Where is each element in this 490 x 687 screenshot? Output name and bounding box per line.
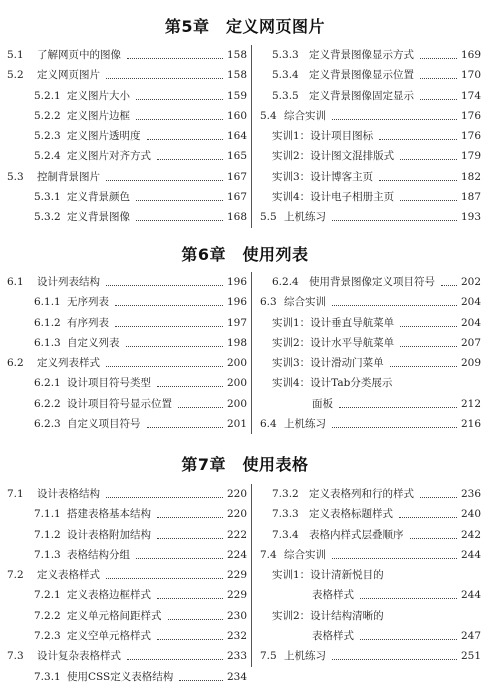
toc-entry-title: 设计项目符号类型 — [67, 377, 151, 390]
toc-entry[interactable] — [252, 313, 484, 333]
dot-leader — [126, 345, 223, 347]
toc-entry-number: 5.3.2 — [34, 211, 61, 224]
chapter-title: 第6章 使用列表 — [181, 245, 309, 264]
toc-entry-page: 193 — [460, 211, 481, 224]
toc-entry-title: 表格样式 — [312, 630, 354, 643]
toc-entry[interactable] — [252, 272, 484, 292]
toc-entry-title: 定义背景颜色 — [67, 191, 130, 204]
toc-column-right — [251, 45, 484, 228]
toc-entry-number: 6.2.1 — [34, 377, 61, 390]
toc-entry-title: 定义图片对齐方式 — [67, 150, 151, 163]
toc-entry[interactable] — [7, 292, 250, 312]
toc-entry-title: 定义空单元格样式 — [67, 630, 151, 643]
toc-entry-title: 自定义列表 — [67, 336, 120, 349]
toc-entry-number: 5.5 — [260, 211, 277, 224]
toc-entry-page: 179 — [460, 150, 481, 163]
toc-entry-page: 164 — [226, 130, 247, 143]
toc-entry-title: 实训2：设计结构清晰的 — [272, 609, 384, 622]
toc-entry[interactable] — [7, 394, 250, 414]
toc-entry[interactable] — [252, 333, 484, 353]
toc-entry[interactable] — [252, 606, 484, 626]
dot-leader — [360, 597, 457, 599]
dot-leader — [106, 77, 223, 79]
toc-entry[interactable] — [7, 585, 250, 605]
toc-entry-number: 5.3.4 — [272, 69, 299, 82]
toc-entry-page: 200 — [226, 357, 247, 370]
toc-entry-title: 定义列表样式 — [37, 357, 100, 370]
toc-entry-number: 5.2.3 — [34, 130, 61, 143]
dot-leader — [168, 618, 223, 620]
toc-entry[interactable] — [7, 313, 250, 333]
toc-entry-page: 220 — [226, 488, 247, 500]
toc-entry-title: 实训4：设计Tab分类展示 — [272, 377, 393, 390]
toc-entry-title: 定义背景图像显示位置 — [309, 69, 414, 82]
toc-entry-page: 220 — [226, 508, 247, 521]
dot-leader — [332, 219, 457, 221]
toc-entry-page: 200 — [226, 377, 247, 390]
toc-entry-title: 定义图片边框 — [67, 109, 130, 122]
toc-entry[interactable] — [7, 126, 250, 146]
dot-leader — [410, 537, 457, 539]
toc-entry-number: 5.3.3 — [272, 49, 299, 61]
toc-entry-page: 244 — [460, 548, 481, 561]
toc-entry-page: 244 — [460, 589, 481, 602]
toc-entry-page: 169 — [460, 49, 481, 61]
dot-leader — [332, 118, 457, 120]
toc-entry-page: 158 — [226, 49, 247, 61]
dot-leader — [147, 138, 223, 140]
toc-entry-number: 6.3 — [260, 296, 277, 309]
toc-entry-title: 表格样式 — [312, 589, 354, 602]
toc-entry-title: 定义表格样式 — [37, 569, 100, 582]
toc-entry-page: 198 — [226, 336, 247, 349]
toc-entry-page: 207 — [460, 336, 481, 349]
toc-entry-number: 5.3 — [7, 170, 24, 183]
toc-entry[interactable] — [252, 292, 484, 312]
toc-entry-number: 6.1 — [7, 276, 24, 288]
toc-entry[interactable] — [7, 333, 250, 353]
dot-leader — [400, 325, 457, 327]
dot-leader — [106, 577, 223, 579]
dot-leader — [157, 385, 223, 387]
toc-entry-page: 230 — [226, 609, 247, 622]
toc-entry[interactable] — [252, 146, 484, 166]
toc-entry-page: 233 — [226, 650, 247, 663]
toc-entry[interactable] — [252, 167, 484, 187]
toc-entry-number: 6.2 — [7, 357, 24, 370]
toc-entry-number: 7.2 — [7, 569, 24, 582]
toc-entry-page: 170 — [460, 69, 481, 82]
toc-entry-page: 204 — [460, 296, 481, 309]
toc-entry-page: 167 — [226, 191, 247, 204]
dot-leader — [339, 406, 457, 408]
toc-entry-number: 6.2.2 — [34, 397, 61, 410]
toc-entry-page: 234 — [226, 670, 247, 683]
toc-entry-page: 232 — [226, 630, 247, 643]
toc-entry[interactable] — [7, 565, 250, 585]
toc-entry-page: 251 — [460, 650, 481, 663]
toc-entry-page: 202 — [460, 276, 481, 288]
toc-entry-page: 165 — [226, 150, 247, 163]
toc-entry-page: 229 — [226, 589, 247, 602]
toc-entry-title: 定义图片透明度 — [67, 130, 141, 143]
toc-entry-title: 定义单元格间距样式 — [67, 609, 162, 622]
toc-entry[interactable] — [252, 394, 484, 414]
dot-leader — [106, 365, 223, 367]
toc-entry-title: 控制背景图片 — [37, 170, 100, 183]
toc-entry-title: 上机练习 — [284, 418, 326, 431]
toc-entry-title: 综合实训 — [284, 296, 326, 309]
toc-entry-title: 实训1：设计垂直导航菜单 — [272, 316, 395, 329]
chapter-title: 第5章 定义网页图片 — [164, 17, 326, 36]
toc-entry-title: 自定义项目符号 — [67, 418, 141, 431]
toc-entry[interactable] — [7, 167, 250, 187]
dot-leader — [360, 638, 457, 640]
toc-entry-number: 7.1.1 — [34, 508, 61, 521]
toc-entry-title: 定义表格列和行的样式 — [309, 488, 414, 500]
dot-leader — [379, 179, 457, 181]
toc-entry-number: 7.3 — [7, 650, 24, 663]
toc-entry-number: 6.4 — [260, 418, 277, 431]
toc-entry-title: 定义网页图片 — [37, 69, 100, 82]
toc-entry-title: 无序列表 — [67, 296, 109, 309]
toc-entry-title: 实训2：设计水平导航菜单 — [272, 336, 395, 349]
toc-entry[interactable] — [7, 667, 250, 687]
toc-entry-title: 设计项目符号显示位置 — [67, 397, 172, 410]
toc-entry[interactable] — [7, 626, 250, 646]
toc-entry[interactable] — [7, 545, 250, 565]
toc-entry-title: 定义背景图像固定显示 — [309, 89, 414, 102]
toc-entry-title: 实训3：设计滑动门菜单 — [272, 357, 384, 370]
toc-entry-page: 240 — [460, 508, 481, 521]
toc-entry-title: 设计表格结构 — [37, 488, 100, 500]
toc-entry[interactable] — [252, 45, 484, 65]
dot-leader — [136, 219, 223, 221]
toc-entry-page: 247 — [460, 630, 481, 643]
toc-entry[interactable] — [7, 606, 250, 626]
toc-column-left — [7, 484, 250, 687]
toc-entry-page: 212 — [460, 397, 481, 410]
toc-entry[interactable] — [7, 65, 250, 85]
toc-entry[interactable] — [7, 353, 250, 373]
toc-entry-title: 了解网页中的图像 — [37, 49, 121, 61]
toc-entry-number: 7.5 — [260, 650, 277, 663]
toc-entry-number: 7.3.2 — [272, 488, 299, 500]
toc-entry-page: 236 — [460, 488, 481, 500]
dot-leader — [106, 179, 223, 181]
dot-leader — [400, 345, 457, 347]
toc-entry[interactable] — [7, 272, 250, 292]
dot-leader — [157, 537, 223, 539]
toc-entry-number: 5.2.4 — [34, 150, 61, 163]
toc-entry-title: 定义图片大小 — [67, 89, 130, 102]
toc-entry-number: 7.1.2 — [34, 528, 61, 541]
toc-entry-page: 159 — [226, 89, 247, 102]
dot-leader — [157, 597, 223, 599]
toc-entry[interactable] — [252, 585, 484, 605]
dot-leader — [420, 77, 457, 79]
toc-entry-title: 面板 — [312, 397, 333, 410]
dot-leader — [179, 679, 223, 681]
toc-entry-page: 196 — [226, 276, 247, 288]
toc-entry-title: 表格内样式层叠顺序 — [309, 528, 404, 541]
toc-entry-title: 使用CSS定义表格结构 — [67, 670, 174, 683]
toc-entry-page: 176 — [460, 109, 481, 122]
toc-entry-number: 6.1.3 — [34, 336, 61, 349]
dot-leader — [136, 557, 223, 559]
dot-leader — [420, 496, 457, 498]
toc-entry-page: 224 — [226, 548, 247, 561]
dot-leader — [115, 325, 223, 327]
toc-entry[interactable] — [7, 373, 250, 393]
toc-entry-number: 5.4 — [260, 109, 277, 122]
toc-entry-page: 158 — [226, 69, 247, 82]
dot-leader — [157, 516, 223, 518]
toc-entry-title: 定义表格边框样式 — [67, 589, 151, 602]
dot-leader — [178, 406, 223, 408]
toc-entry[interactable] — [252, 207, 484, 227]
toc-entry[interactable] — [7, 146, 250, 166]
toc-entry-number: 6.1.2 — [34, 316, 61, 329]
toc-entry[interactable] — [252, 414, 484, 434]
toc-entry-page: 222 — [226, 528, 247, 541]
toc-entry-page: 176 — [460, 130, 481, 143]
toc-entry-title: 综合实训 — [284, 109, 326, 122]
toc-entry-number: 7.3.4 — [272, 528, 299, 541]
dot-leader — [136, 118, 223, 120]
toc-entry-page: 229 — [226, 569, 247, 582]
dot-leader — [379, 138, 457, 140]
toc-entry-page: 174 — [460, 89, 481, 102]
toc-entry-page: 168 — [226, 211, 247, 224]
toc-entry-number: 7.3.3 — [272, 508, 299, 521]
dot-leader — [157, 158, 223, 160]
toc-entry[interactable] — [252, 65, 484, 85]
toc-entry[interactable] — [7, 207, 250, 227]
toc-entry-number: 6.2.3 — [34, 418, 61, 431]
toc-entry-page: 201 — [226, 418, 247, 431]
dot-leader — [400, 158, 457, 160]
toc-column-left — [7, 272, 250, 434]
toc-entry-number: 5.3.5 — [272, 89, 299, 102]
toc-column-right — [251, 484, 484, 667]
dot-leader — [441, 284, 457, 286]
toc-entry-title: 综合实训 — [284, 548, 326, 561]
toc-entry-page: 182 — [460, 170, 481, 183]
toc-entry[interactable] — [7, 414, 250, 434]
toc-entry[interactable] — [252, 525, 484, 545]
toc-entry-page: 167 — [226, 170, 247, 183]
toc-entry-title: 实训4：设计电子相册主页 — [272, 191, 395, 204]
toc-entry[interactable] — [252, 106, 484, 126]
toc-entry[interactable] — [252, 126, 484, 146]
toc-entry-title: 表格结构分组 — [67, 548, 130, 561]
dot-leader — [332, 426, 457, 428]
toc-entry-title: 上机练习 — [284, 211, 326, 224]
toc-entry-number: 7.4 — [260, 548, 277, 561]
dot-leader — [136, 98, 223, 100]
toc-entry[interactable] — [7, 525, 250, 545]
dot-leader — [332, 304, 457, 306]
toc-entry-number: 5.1 — [7, 49, 24, 61]
toc-entry[interactable] — [252, 373, 484, 393]
toc-entry-page: 187 — [460, 191, 481, 204]
toc-entry[interactable] — [7, 86, 250, 106]
toc-entry-number: 7.2.3 — [34, 630, 61, 643]
toc-entry[interactable] — [252, 353, 484, 373]
toc-entry-page: 160 — [226, 109, 247, 122]
toc-entry-title: 实训1：设计清新悦目的 — [272, 569, 384, 582]
toc-entry[interactable] — [252, 504, 484, 524]
toc-entry[interactable] — [252, 626, 484, 646]
toc-entry-number: 6.1.1 — [34, 296, 61, 309]
dot-leader — [420, 57, 457, 59]
toc-entry-page: 204 — [460, 316, 481, 329]
dot-leader — [157, 638, 223, 640]
toc-entry[interactable] — [252, 86, 484, 106]
toc-entry-title: 实训2：设计图文混排版式 — [272, 150, 395, 163]
toc-entry-title: 定义表格标题样式 — [309, 508, 393, 521]
toc-entry-number: 6.2.4 — [272, 276, 299, 288]
toc-entry[interactable] — [7, 646, 250, 666]
dot-leader — [399, 516, 457, 518]
toc-entry-page: 200 — [226, 397, 247, 410]
toc-entry[interactable] — [7, 187, 250, 207]
dot-leader — [127, 57, 223, 59]
toc-entry[interactable] — [252, 565, 484, 585]
toc-entry-title: 使用背景图像定义项目符号 — [309, 276, 435, 288]
toc-entry-number: 7.1.3 — [34, 548, 61, 561]
dot-leader — [106, 496, 223, 498]
toc-entry-number: 7.2.1 — [34, 589, 61, 602]
toc-entry-title: 设计复杂表格样式 — [37, 650, 121, 663]
dot-leader — [400, 199, 457, 201]
dot-leader — [332, 658, 457, 660]
toc-entry-title: 定义背景图像显示方式 — [309, 49, 414, 61]
toc-column-left — [7, 45, 250, 228]
toc-entry[interactable] — [7, 504, 250, 524]
toc-entry-title: 设计列表结构 — [37, 276, 100, 288]
toc-entry-number: 7.2.2 — [34, 609, 61, 622]
toc-entry-title: 实训3：设计博客主页 — [272, 170, 374, 183]
toc-entry[interactable] — [252, 646, 484, 666]
toc-entry-number: 7.1 — [7, 488, 24, 500]
toc-entry-title: 搭建表格基本结构 — [67, 508, 151, 521]
toc-entry-title: 上机练习 — [284, 650, 326, 663]
dot-leader — [106, 284, 223, 286]
chapter-title: 第7章 使用表格 — [181, 455, 309, 474]
toc-entry[interactable] — [7, 45, 250, 65]
toc-entry-title: 实训1：设计项目图标 — [272, 130, 374, 143]
toc-entry[interactable] — [7, 484, 250, 504]
toc-entry-number: 5.2.2 — [34, 109, 61, 122]
dot-leader — [127, 658, 223, 660]
toc-entry-number: 5.3.1 — [34, 191, 61, 204]
dot-leader — [420, 98, 457, 100]
toc-entry-number: 5.2.1 — [34, 89, 61, 102]
toc-entry-page: 197 — [226, 316, 247, 329]
toc-column-right — [251, 272, 484, 434]
toc-entry[interactable] — [252, 484, 484, 504]
toc-entry-page: 196 — [226, 296, 247, 309]
toc-entry-title: 有序列表 — [67, 316, 109, 329]
toc-entry-number: 5.2 — [7, 69, 24, 82]
toc-entry[interactable] — [7, 106, 250, 126]
toc-entry-page: 209 — [460, 357, 481, 370]
toc-entry-title: 定义背景图像 — [67, 211, 130, 224]
toc-entry-page: 216 — [460, 418, 481, 431]
dot-leader — [390, 365, 457, 367]
dot-leader — [332, 557, 457, 559]
toc-entry-title: 设计表格附加结构 — [67, 528, 151, 541]
toc-entry-page: 242 — [460, 528, 481, 541]
dot-leader — [115, 304, 223, 306]
dot-leader — [147, 426, 223, 428]
toc-entry-number: 7.3.1 — [34, 670, 61, 683]
toc-entry[interactable] — [252, 187, 484, 207]
dot-leader — [136, 199, 223, 201]
toc-entry[interactable] — [252, 545, 484, 565]
